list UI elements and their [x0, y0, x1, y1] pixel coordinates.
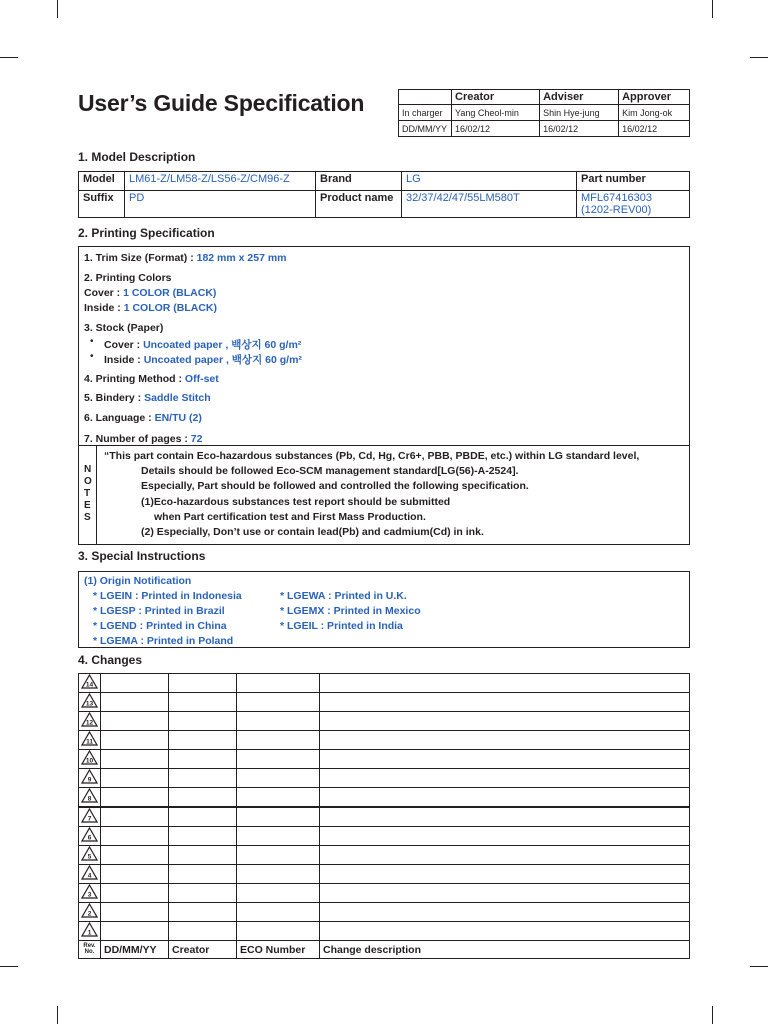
- date-cell: [101, 693, 169, 712]
- date-cell: [101, 750, 169, 769]
- approval-cell: Yang Cheol-min: [452, 105, 540, 121]
- crop-mark: [712, 0, 713, 18]
- approval-cell: 16/02/12: [540, 121, 619, 137]
- origin-item: * LGEND : Printed in China: [93, 620, 227, 632]
- change-row: [79, 788, 690, 808]
- inside-value: 1 COLOR (BLACK): [123, 302, 218, 314]
- model-table: [78, 171, 690, 218]
- rev-no-header: [79, 941, 101, 959]
- revision-triangle-cell: [79, 884, 101, 903]
- change-row: [79, 712, 690, 731]
- change-row: [79, 693, 690, 712]
- suffix-label: Suffix: [79, 191, 125, 218]
- stock-cover-line: [104, 337, 301, 352]
- origin-item: * LGEMA : Printed in Poland: [93, 635, 234, 647]
- creator-cell: [169, 865, 237, 884]
- revision-triangle-icon: [81, 903, 98, 918]
- rev-label-bottom: No.: [84, 949, 95, 955]
- revision-number: 14: [85, 681, 94, 689]
- approval-cell: Kim Jong-ok: [619, 105, 690, 121]
- approval-header-approver: Approver: [619, 90, 690, 105]
- approval-header-creator: Creator: [452, 90, 540, 105]
- language-value: EN/TU (2): [154, 412, 202, 424]
- date-cell: [101, 674, 169, 693]
- note-line: Especially, Part should be followed and controlled the following specification.: [141, 480, 529, 492]
- revision-number: 12: [85, 719, 94, 727]
- approval-table: [398, 89, 690, 137]
- eco-number-cell: [237, 674, 320, 693]
- language-label: 6. Language :: [84, 412, 155, 424]
- eco-number-cell: [237, 903, 320, 922]
- note-line: when Part certification test and First Mass Production.: [154, 511, 426, 523]
- eco-number-cell: [237, 827, 320, 846]
- creator-cell: [169, 903, 237, 922]
- rev-label-top: Rev.: [83, 943, 96, 949]
- change-row: [79, 807, 690, 827]
- pages-label: 7. Number of pages :: [84, 433, 191, 445]
- bindery-line: [84, 392, 211, 404]
- notes-letter: E: [84, 500, 91, 511]
- revision-triangle-cell: [79, 750, 101, 769]
- stock-inside-line: [104, 352, 302, 367]
- revision-triangle-icon: [81, 674, 98, 689]
- notes-letter: S: [84, 512, 91, 523]
- creator-cell: [169, 731, 237, 750]
- section-heading-model: 1. Model Description: [78, 150, 196, 164]
- section-heading-printing: 2. Printing Specification: [78, 226, 215, 240]
- date-cell: [101, 846, 169, 865]
- eco-number-cell: [237, 693, 320, 712]
- brand-label: Brand: [316, 172, 402, 191]
- approval-corner: [399, 90, 452, 105]
- date-cell: [101, 807, 169, 827]
- crop-mark: [750, 57, 768, 58]
- trim-value: 182 mm x 257 mm: [196, 252, 287, 264]
- page-title: User’s Guide Specification: [78, 90, 365, 116]
- revision-triangle-icon: [81, 712, 98, 727]
- revision-number: 1: [87, 929, 92, 937]
- stock-cover-label: Cover :: [104, 339, 144, 351]
- date-cell: [101, 865, 169, 884]
- creator-cell: [169, 693, 237, 712]
- method-value: Off-set: [184, 373, 219, 385]
- change-description-header: Change description: [320, 941, 690, 959]
- bindery-value: Saddle Stitch: [144, 392, 211, 404]
- change-row: [79, 922, 690, 941]
- colors-label: 2. Printing Colors: [84, 272, 172, 284]
- eco-number-cell: [237, 884, 320, 903]
- revision-number: 6: [87, 834, 92, 842]
- revision-number: 9: [87, 776, 92, 784]
- change-row: [79, 769, 690, 788]
- origin-item: * LGEWA : Printed in U.K.: [280, 590, 407, 602]
- special-instructions-box: [78, 571, 690, 648]
- approval-row-label: DD/MM/YY: [399, 121, 452, 137]
- crop-mark: [0, 966, 18, 967]
- eco-number-cell: [237, 769, 320, 788]
- revision-number: 3: [87, 891, 92, 899]
- creator-cell: [169, 827, 237, 846]
- revision-number: 2: [87, 910, 92, 918]
- pages-line: [84, 433, 202, 445]
- revision-number: 4: [87, 872, 92, 880]
- product-name-label: Product name: [316, 191, 402, 218]
- trim-size-line: [84, 252, 287, 264]
- eco-number-cell: [237, 788, 320, 808]
- revision-triangle-cell: [79, 712, 101, 731]
- revision-triangle-icon: [81, 750, 98, 765]
- revision-triangle-cell: [79, 807, 101, 827]
- printing-spec-box: [78, 246, 690, 446]
- revision-triangle-cell: [79, 846, 101, 865]
- note-line: Details should be followed Eco-SCM management standard[LG(56)-A-2524].: [141, 465, 519, 477]
- notes-label: [79, 446, 97, 545]
- crop-mark: [750, 966, 768, 967]
- bullet-icon: •: [90, 336, 94, 347]
- inside-color-line: [84, 302, 217, 314]
- revision-number: 11: [86, 738, 93, 746]
- approval-row-label: In charger: [399, 105, 452, 121]
- stock-inside-label: Inside :: [104, 354, 144, 366]
- rev-no-label: [83, 943, 95, 955]
- approval-header-adviser: Adviser: [540, 90, 619, 105]
- revision-triangle-cell: [79, 903, 101, 922]
- changes-table: [78, 673, 690, 959]
- description-cell: [320, 807, 690, 827]
- revision-triangle-icon: [81, 827, 98, 842]
- origin-item: * LGEIN : Printed in Indonesia: [93, 590, 242, 602]
- change-row: [79, 750, 690, 769]
- crop-mark: [57, 1006, 58, 1024]
- origin-item: * LGEIL : Printed in India: [280, 620, 403, 632]
- eco-number-cell: [237, 807, 320, 827]
- section-heading-changes: 4. Changes: [78, 653, 143, 667]
- stock-label: 3. Stock (Paper): [84, 322, 164, 334]
- suffix-value: PD: [125, 191, 316, 218]
- eco-number-cell: [237, 731, 320, 750]
- revision-triangle-icon: [81, 769, 98, 784]
- date-cell: [101, 731, 169, 750]
- origin-item: * LGEMX : Printed in Mexico: [280, 605, 421, 617]
- description-cell: [320, 922, 690, 941]
- creator-cell: [169, 769, 237, 788]
- language-line: [84, 412, 202, 424]
- crop-mark: [57, 0, 58, 18]
- description-cell: [320, 750, 690, 769]
- part-number-label: Part number: [577, 172, 690, 191]
- revision-number: 8: [87, 795, 92, 803]
- date-cell: [101, 827, 169, 846]
- revision-triangle-icon: [81, 884, 98, 899]
- section-heading-special: 3. Special Instructions: [78, 549, 206, 563]
- revision-triangle-icon: [81, 808, 98, 823]
- revision-triangle-cell: [79, 693, 101, 712]
- date-cell: [101, 884, 169, 903]
- approval-cell: 16/02/12: [452, 121, 540, 137]
- crop-mark: [0, 57, 18, 58]
- description-cell: [320, 788, 690, 808]
- model-value: LM61-Z/LM58-Z/LS56-Z/CM96-Z: [125, 172, 316, 191]
- date-cell: [101, 903, 169, 922]
- date-cell: [101, 712, 169, 731]
- revision-triangle-icon: [81, 693, 98, 708]
- revision-triangle-cell: [79, 788, 101, 808]
- description-cell: [320, 731, 690, 750]
- note-line: (1)Eco-hazardous substances test report should be submitted: [141, 496, 451, 508]
- date-cell: [101, 769, 169, 788]
- trim-label: 1. Trim Size (Format) :: [84, 252, 197, 264]
- product-name-value: 32/37/42/47/55LM580T: [402, 191, 577, 218]
- creator-cell: [169, 674, 237, 693]
- approval-cell: Shin Hye-jung: [540, 105, 619, 121]
- revision-triangle-cell: [79, 865, 101, 884]
- eco-number-cell: [237, 846, 320, 865]
- eco-number-cell: [237, 865, 320, 884]
- creator-cell: [169, 712, 237, 731]
- creator-cell: [169, 788, 237, 808]
- description-cell: [320, 693, 690, 712]
- change-row: [79, 827, 690, 846]
- change-row: [79, 903, 690, 922]
- bullet-icon: •: [90, 351, 94, 362]
- stock-cover-value: Uncoated paper , 백상지 60 g/m²: [143, 339, 302, 351]
- revision-number: 7: [87, 815, 92, 823]
- cover-color-line: [84, 287, 216, 299]
- description-cell: [320, 674, 690, 693]
- creator-cell: [169, 922, 237, 941]
- method-line: [84, 373, 219, 385]
- revision-triangle-cell: [79, 731, 101, 750]
- change-row: [79, 884, 690, 903]
- revision-triangle-cell: [79, 827, 101, 846]
- model-label: Model: [79, 172, 125, 191]
- revision-triangle-icon: [81, 922, 98, 937]
- creator-cell: [169, 750, 237, 769]
- note-line: (2) Especially, Don’t use or contain lead(Pb) and cadmium(Cd) in ink.: [141, 526, 484, 538]
- revision-triangle-icon: [81, 788, 98, 803]
- change-row: [79, 674, 690, 693]
- origin-title: (1) Origin Notification: [84, 575, 192, 587]
- description-cell: [320, 884, 690, 903]
- eco-number-cell: [237, 750, 320, 769]
- notes-letter: T: [84, 488, 91, 499]
- notes-box: [78, 446, 690, 545]
- change-row: [79, 731, 690, 750]
- description-cell: [320, 712, 690, 731]
- change-row: [79, 865, 690, 884]
- note-line: “This part contain Eco-hazardous substances (Pb, Cd, Hg, Cr6+, PBB, PBDE, etc.) within LG standard level,: [104, 450, 640, 462]
- method-label: 4. Printing Method :: [84, 373, 185, 385]
- creator-cell: [169, 807, 237, 827]
- date-header: DD/MM/YY: [101, 941, 169, 959]
- revision-triangle-cell: [79, 922, 101, 941]
- description-cell: [320, 769, 690, 788]
- change-row: [79, 846, 690, 865]
- revision-triangle-icon: [81, 865, 98, 880]
- description-cell: [320, 827, 690, 846]
- creator-header: Creator: [169, 941, 237, 959]
- approval-cell: 16/02/12: [619, 121, 690, 137]
- revision-number: 10: [85, 757, 94, 765]
- pages-value: 72: [190, 433, 203, 445]
- revision-triangle-icon: [81, 846, 98, 861]
- date-cell: [101, 788, 169, 808]
- creator-cell: [169, 884, 237, 903]
- crop-mark: [712, 1006, 713, 1024]
- revision-triangle-cell: [79, 674, 101, 693]
- cover-label: Cover :: [84, 287, 124, 299]
- eco-number-cell: [237, 712, 320, 731]
- revision-number: 13: [85, 700, 94, 708]
- stock-inside-value: Uncoated paper , 백상지 60 g/m²: [143, 354, 302, 366]
- description-cell: [320, 865, 690, 884]
- revision-number: 5: [87, 853, 92, 861]
- part-revision: (1202-REV00): [581, 204, 652, 216]
- origin-item: * LGESP : Printed in Brazil: [93, 605, 225, 617]
- creator-cell: [169, 846, 237, 865]
- description-cell: [320, 903, 690, 922]
- eco-number-cell: [237, 922, 320, 941]
- brand-value: LG: [402, 172, 577, 191]
- part-number-value: [577, 191, 690, 218]
- bindery-label: 5. Bindery :: [84, 392, 145, 404]
- notes-letter: O: [84, 476, 92, 487]
- cover-value: 1 COLOR (BLACK): [123, 287, 217, 299]
- revision-triangle-cell: [79, 769, 101, 788]
- revision-triangle-icon: [81, 731, 98, 746]
- inside-label: Inside :: [84, 302, 124, 314]
- eco-number-header: ECO Number: [237, 941, 320, 959]
- description-cell: [320, 846, 690, 865]
- notes-letter: N: [84, 464, 92, 475]
- date-cell: [101, 922, 169, 941]
- part-number: MFL67416303: [581, 192, 652, 204]
